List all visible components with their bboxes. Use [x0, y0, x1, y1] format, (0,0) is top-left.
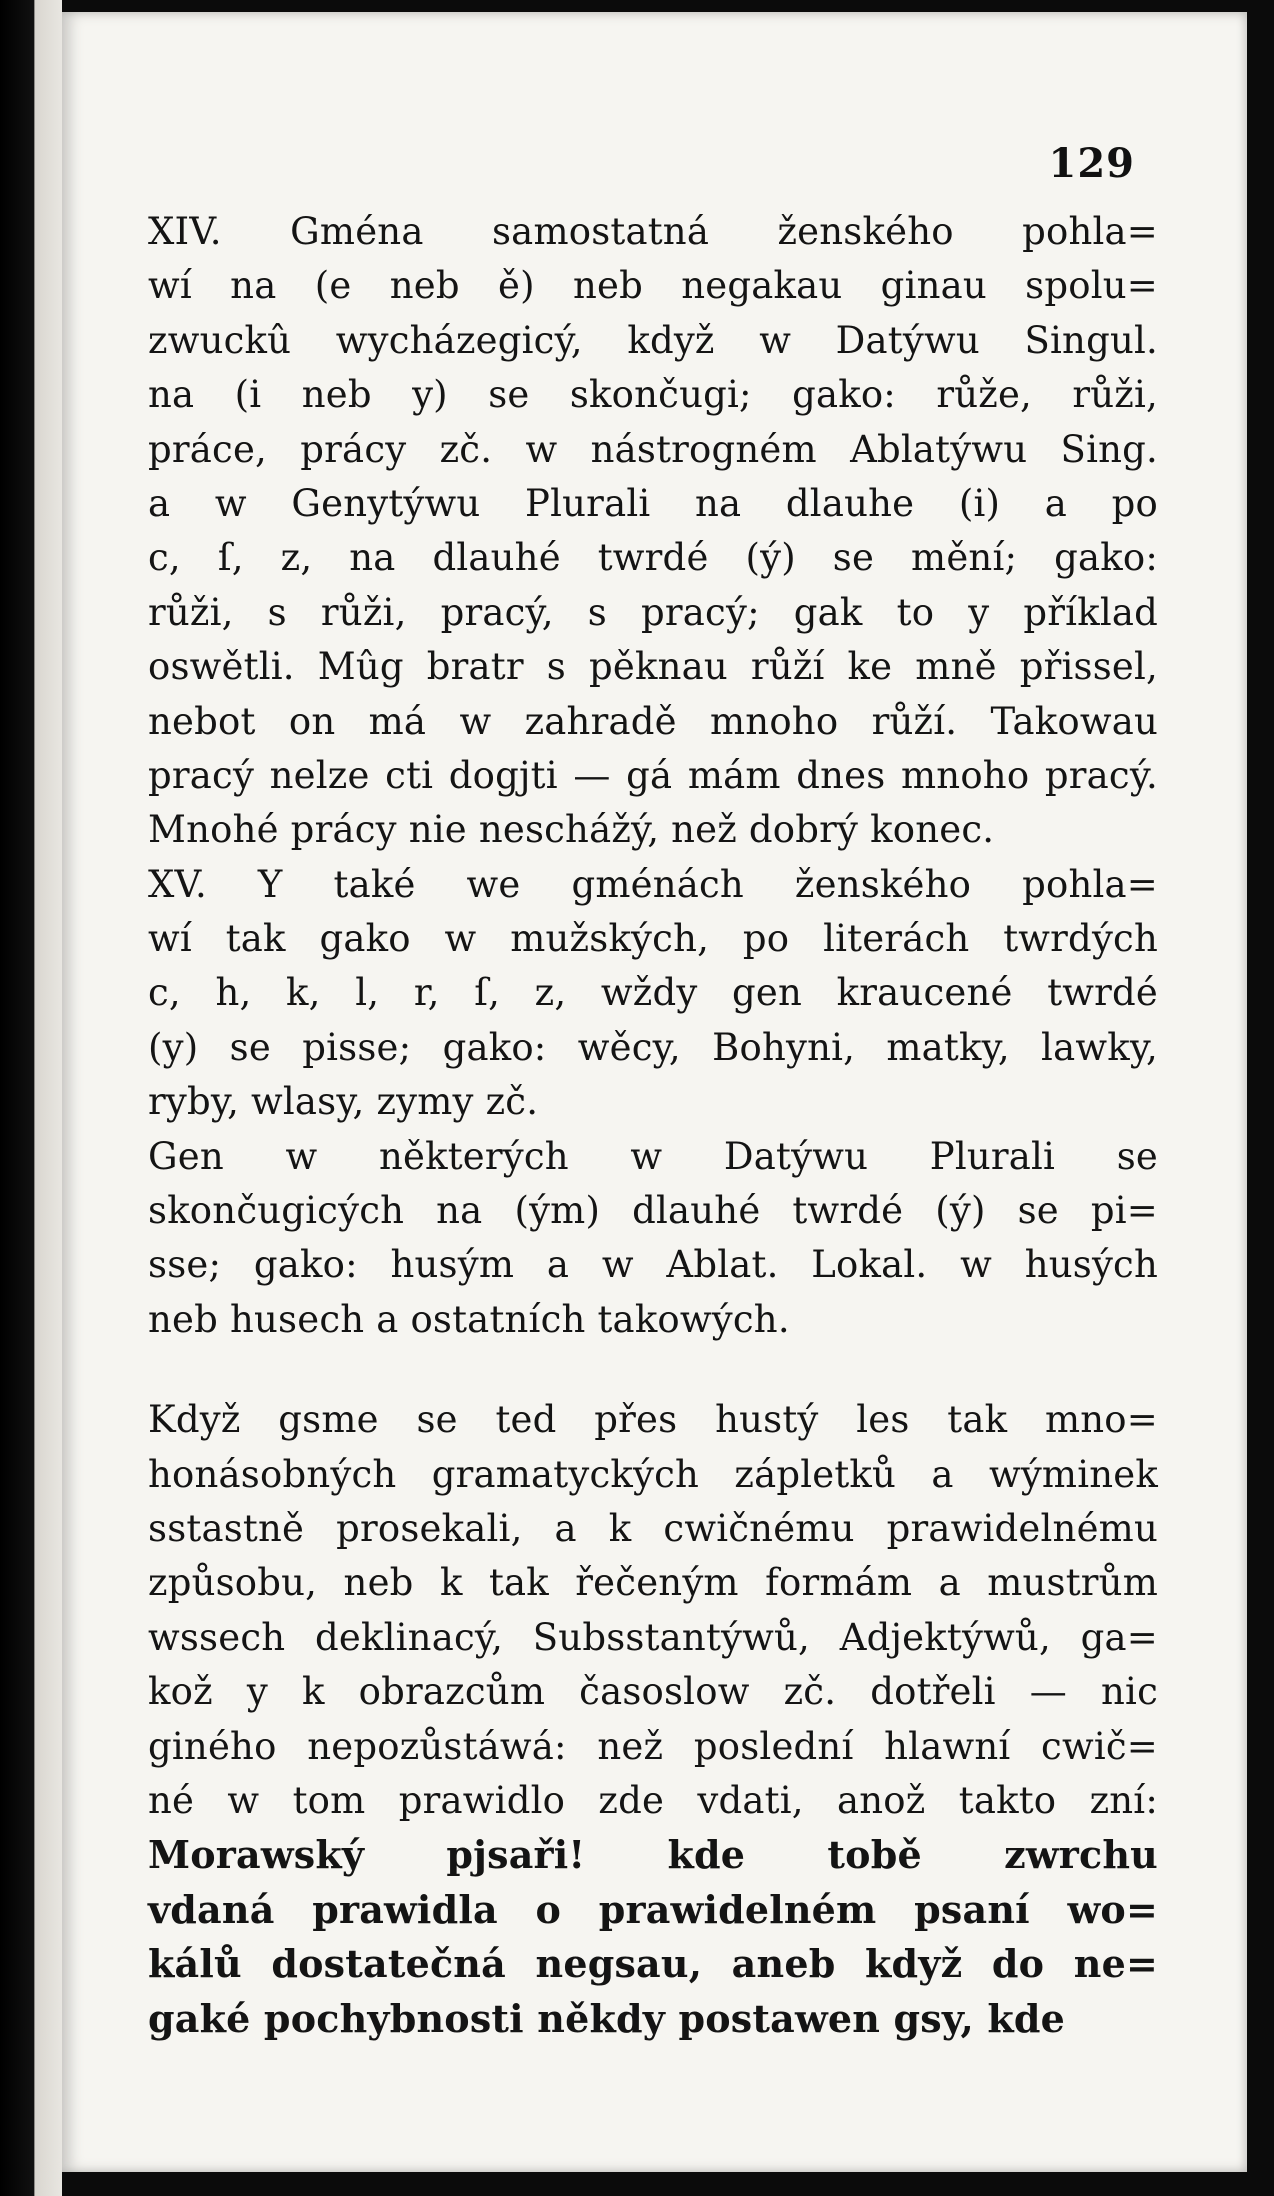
- text-line: způsobu, neb k tak řečeným formám a mustrům: [148, 1561, 1158, 1605]
- paragraph-xiv: [148, 205, 1158, 858]
- text-line: honásobných gramatyckých zápletků a wýminek: [148, 1452, 1158, 1496]
- text-line: sstastně prosekali, a k cwičnému prawidelnému: [148, 1506, 1158, 1550]
- text-line: vdaná prawidla o prawidelném psaní wo=: [148, 1886, 1158, 1932]
- text-line: Když gsme se ted přes hustý les tak mno=: [148, 1398, 1158, 1442]
- text-line: né w tom prawidlo zde vdati, anož takto zní:: [148, 1778, 1158, 1822]
- text-line: skončugicých na (ým) dlauhé twrdé (ý) se pi=: [148, 1189, 1158, 1233]
- text-line: XV. Y také we gménách ženského pohla=: [148, 862, 1158, 906]
- text-line: Morawský pjsaři! kde tobě zwrchu: [148, 1832, 1158, 1878]
- text-line: giného nepozůstáwá: než poslední hlawní cwič=: [148, 1724, 1158, 1768]
- paragraph-xv: [148, 858, 1158, 1130]
- paragraph-datyw-plurali: [148, 1130, 1158, 1348]
- text-line: c, ſ, z, na dlauhé twrdé (ý) se mění; gako:: [148, 536, 1158, 580]
- text-line: oswětli. Mûg bratr s pěknau růží ke mně přissel,: [148, 645, 1158, 689]
- facing-page-edge: [0, 0, 62, 2196]
- page-text: [148, 205, 1158, 2046]
- text-line: sse; gako: husým a w Ablat. Lokal. w husých: [148, 1243, 1158, 1287]
- text-line: pracý nelze cti dogjti — gá mám dnes mnoho pracý.: [148, 753, 1158, 797]
- text-line: kálů dostatečná negsau, aneb když do ne=: [148, 1941, 1158, 1987]
- page-number: 129: [1048, 140, 1135, 187]
- text-line: práce, prácy zč. w nástrogném Ablatýwu Sing.: [148, 427, 1158, 471]
- text-line: wí tak gako w mužských, po literách twrdých: [148, 917, 1158, 961]
- text-line: (y) se pisse; gako: wěcy, Bohyni, matky, lawky,: [148, 1025, 1158, 1069]
- text-line: růži, s růži, pracý, s pracý; gak to y příklad: [148, 590, 1158, 634]
- text-line: ryby, wlasy, zymy zč.: [148, 1080, 539, 1124]
- text-line: Mnohé prácy nie neschážý, než dobrý konec.: [148, 808, 995, 852]
- text-line: zwuckû wycházegicý, když w Datýwu Singul.: [148, 318, 1158, 362]
- text-line: neb husech a ostatních takowých.: [148, 1297, 790, 1341]
- text-line: wssech deklinacý, Subsstantýwů, Adjektýwů, ga=: [148, 1615, 1158, 1659]
- text-line: kož y k obrazcům časoslow zč. dotřeli — nic: [148, 1670, 1158, 1714]
- text-line: wí na (e neb ě) neb negakau ginau spolu=: [148, 264, 1158, 308]
- text-line: XIV. Gména samostatná ženského pohla=: [148, 210, 1158, 253]
- text-line: c, h, k, l, r, ſ, z, wždy gen kraucené twrdé: [148, 971, 1158, 1015]
- text-line: Gen w některých w Datýwu Plurali se: [148, 1134, 1158, 1178]
- paragraph-conclusion: [148, 1393, 1158, 2046]
- text-line: a w Genytýwu Plurali na dlauhe (i) a po: [148, 481, 1158, 525]
- text-line: na (i neb y) se skončugi; gako: růže, růži,: [148, 373, 1158, 417]
- text-line: gaké pochybnosti někdy postawen gsy, kde: [148, 1995, 1066, 2041]
- paragraph-gap: [148, 1347, 1158, 1393]
- text-line: nebot on má w zahradě mnoho růží. Takowau: [148, 699, 1158, 743]
